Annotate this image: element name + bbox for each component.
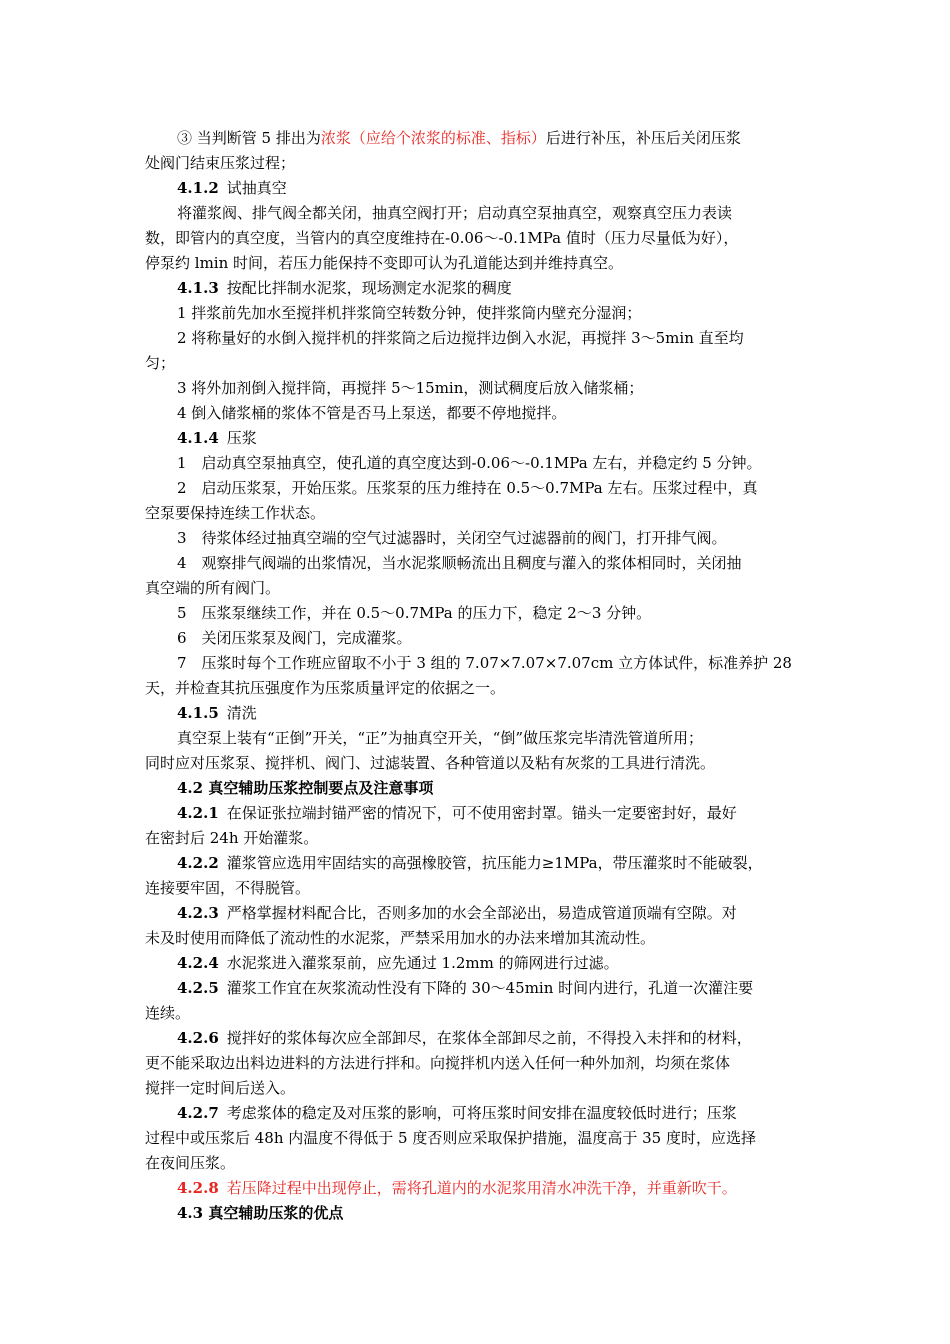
paragraph-line: 未及时使用而降低了流动性的水泥浆，严禁采用加水的办法来增加其流动性。 <box>145 929 656 947</box>
clause-number: 4.2.8 <box>177 1179 219 1197</box>
clause-4-2-6 <box>177 1028 810 1048</box>
paragraph-line: 更不能采取边出料边进料的方法进行拌和。向搅拌机内送入任何一种外加剂，均须在浆体 <box>145 1054 731 1072</box>
section-heading-4-1-5 <box>177 703 810 723</box>
clause-number: 4.2.2 <box>177 854 219 872</box>
paragraph-line: 在密封后 24h 开始灌浆。 <box>145 829 319 847</box>
clause-text: 考虑浆体的稳定及对压浆的影响，可将压浆时间安排在温度较低时进行；压浆 <box>226 1104 737 1122</box>
paragraph-line: 5 压浆泵继续工作，并在 0.5～0.7MPa 的压力下，稳定 2～3 分钟。 <box>177 604 652 622</box>
clause-text: 灌浆管应选用牢固结实的高强橡胶管，抗压能力≥1MPa，带压灌浆时不能破裂， <box>226 854 763 872</box>
clause-text: 搅拌好的浆体每次应全部卸尽，在浆体全部卸尽之前，不得投入未拌和的材料， <box>226 1029 752 1047</box>
section-number: 4.1.5 <box>177 704 219 722</box>
paragraph-line: 天，并检查其抗压强度作为压浆质量评定的依据之一。 <box>145 679 506 697</box>
paragraph-line: 数，即管内的真空度，当管内的真空度维持在-0.06～-0.1MPa 值时（压力尽量低为好）， <box>145 229 739 247</box>
paragraph-line: 4 倒入储浆桶的浆体不管是否马上泵送，都要不停地搅拌。 <box>177 404 567 422</box>
paragraph-line: 6 关闭压浆泵及阀门，完成灌浆。 <box>177 629 412 647</box>
section-heading-4-1-4 <box>177 428 810 448</box>
clause-text: 严格掌握材料配合比，否则多加的水会全部泌出，易造成管道顶端有空隙。对 <box>226 904 737 922</box>
section-heading-4-1-2 <box>177 178 810 198</box>
clause-number: 4.2.1 <box>177 804 219 822</box>
clause-text: 水泥浆进入灌浆泵前，应先通过 1.2mm 的筛网进行过滤。 <box>226 954 619 972</box>
paragraph-line <box>177 128 810 148</box>
paragraph-line: 3 待浆体经过抽真空端的空气过滤器时，关闭空气过滤器前的阀门，打开排气阀。 <box>177 529 727 547</box>
clause-text: 灌浆工作宜在灰浆流动性没有下降的 30～45min 时间内进行，孔道一次灌注要 <box>226 979 754 997</box>
clause-number: 4.2.6 <box>177 1029 219 1047</box>
clause-4-2-2 <box>177 853 810 873</box>
paragraph-line: 连续。 <box>145 1004 191 1022</box>
clause-number: 4.2.3 <box>177 904 219 922</box>
clause-text: 在保证张拉端封锚严密的情况下，可不使用密封罩。锚头一定要密封好，最好 <box>226 804 737 822</box>
paragraph-line: 4 观察排气阀端的出浆情况，当水泥浆顺畅流出且稠度与灌入的浆体相同时，关闭抽 <box>177 554 742 572</box>
clause-4-2-5 <box>177 978 810 998</box>
section-heading-4-1-3 <box>177 278 810 298</box>
highlighted-text: 浓浆（应给个浓浆的标准、指标） <box>320 129 546 147</box>
paragraph-line: 2 启动压浆泵，开始压浆。压浆泵的压力维持在 0.5～0.7MPa 左右。压浆过程中，真 <box>177 479 758 497</box>
clause-4-2-3 <box>177 903 810 923</box>
section-number: 4.1.3 <box>177 279 219 297</box>
paragraph-line: 停泵约 lmin 时间，若压力能保持不变即可认为孔道能达到并维持真空。 <box>145 254 624 272</box>
paragraph-line: 3 将外加剂倒入搅拌筒，再搅拌 5～15min，测试稠度后放入储浆桶； <box>177 379 644 397</box>
clause-4-2-1 <box>177 803 810 823</box>
paragraph-line: 连接要牢固，不得脱管。 <box>145 879 311 897</box>
clause-number: 4.2.4 <box>177 954 219 972</box>
section-heading-4-3: 4.3 真空辅助压浆的优点 <box>177 1204 344 1222</box>
paragraph-line: 将灌浆阀、排气阀全都关闭，抽真空阀打开；启动真空泵抽真空，观察真空压力表读 <box>177 204 733 222</box>
paragraph-line: 1 启动真空泵抽真空，使孔道的真空度达到-0.06～-0.1MPa 左右，并稳定约 5 分钟。 <box>177 454 762 472</box>
paragraph-line: 1 拌浆前先加水至搅拌机拌浆筒空转数分钟，使拌浆筒内壁充分湿润； <box>177 304 642 322</box>
paragraph-line: 真空泵上装有“正倒”开关，“正”为抽真空开关，“倒”做压浆完毕清洗管道所用； <box>177 729 704 747</box>
paragraph-line: 空泵要保持连续工作状态。 <box>145 504 326 522</box>
section-title: 压浆 <box>226 429 257 447</box>
section-title: 按配比拌制水泥浆，现场测定水泥浆的稠度 <box>226 279 512 297</box>
paragraph-line: 同时应对压浆泵、搅拌机、阀门、过滤装置、各种管道以及粘有灰浆的工具进行清洗。 <box>145 754 716 772</box>
section-title: 试抽真空 <box>226 179 287 197</box>
paragraph-line: 处阀门结束压浆过程； <box>145 154 296 172</box>
paragraph-line: 过程中或压浆后 48h 内温度不得低于 5 度否则应采取保护措施，温度高于 35 度时，应选择 <box>145 1129 756 1147</box>
section-heading-4-2: 4.2 真空辅助压浆控制要点及注意事项 <box>177 779 434 797</box>
clause-text: 若压降过程中出现停止，需将孔道内的水泥浆用清水冲洗干净，并重新吹干。 <box>226 1179 737 1197</box>
clause-4-2-8 <box>177 1178 810 1198</box>
paragraph-line: 搅拌一定时间后送入。 <box>145 1079 296 1097</box>
section-title: 清洗 <box>226 704 257 722</box>
clause-number: 4.2.5 <box>177 979 219 997</box>
paragraph-line: 匀； <box>145 354 176 372</box>
clause-4-2-7 <box>177 1103 810 1123</box>
clause-4-2-4 <box>177 953 810 973</box>
paragraph-line: 真空端的所有阀门。 <box>145 579 281 597</box>
paragraph-line: 2 将称量好的水倒入搅拌机的拌浆筒之后边搅拌边倒入水泥，再搅拌 3～5min 直至均 <box>177 329 744 347</box>
section-number: 4.1.2 <box>177 179 219 197</box>
section-number: 4.1.4 <box>177 429 219 447</box>
paragraph-line: 7 压浆时每个工作班应留取不小于 3 组的 7.07×7.07×7.07cm 立方体试件，标准养护 28 <box>177 654 792 672</box>
clause-number: 4.2.7 <box>177 1104 219 1122</box>
text-run: 后进行补压，补压后关闭压浆 <box>545 129 741 147</box>
text-run: ③ 当判断管 5 排出为 <box>177 129 321 147</box>
paragraph-line: 在夜间压浆。 <box>145 1154 236 1172</box>
